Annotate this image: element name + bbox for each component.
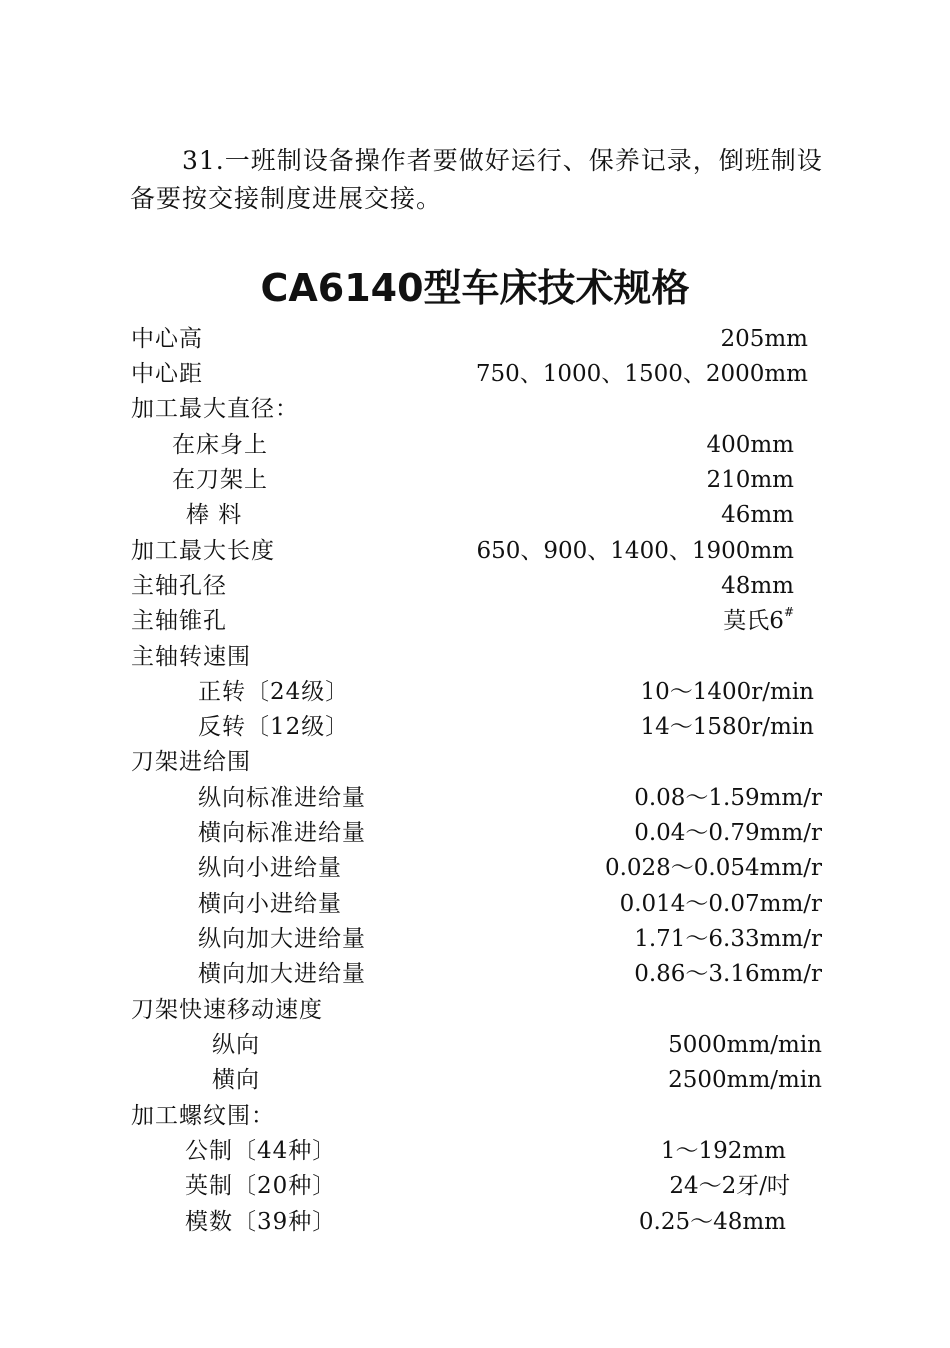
spec-row-thread-range [0, 1099, 950, 1134]
spec-value: 0.014～0.07mm/r [619, 891, 822, 917]
spec-value: 210mm [706, 467, 794, 493]
spec-value: 1.71～6.33mm/r [634, 926, 822, 952]
spec-value: 5000mm/min [668, 1032, 822, 1058]
spec-value: 14～1580r/min [640, 714, 814, 740]
page-title: CA6140型车床技术规格 [260, 266, 690, 310]
spec-label: 加工最大长度 [131, 538, 275, 564]
spec-value: 0.08～1.59mm/r [634, 785, 822, 811]
spec-label: 模数〔39种〕 [185, 1209, 337, 1235]
spec-label: 纵向小进给量 [198, 855, 342, 881]
spec-label: 横向 [212, 1067, 260, 1093]
spec-row-reverse [0, 710, 950, 745]
spec-row-cross-coarse-feed [0, 957, 950, 992]
spec-label: 英制〔20种〕 [185, 1173, 337, 1199]
spec-row-over-bed [0, 428, 950, 463]
spec-label: 刀架进给围 [131, 749, 251, 775]
spec-row-feed-range [0, 745, 950, 780]
spec-label: 在刀架上 [172, 467, 268, 493]
spec-row-cross-std-feed [0, 816, 950, 851]
spec-label: 棒 料 [186, 502, 243, 528]
spec-value: 10～1400r/min [640, 679, 814, 705]
spec-label: 加工最大直径： [131, 396, 299, 422]
spec-row-long-coarse-feed [0, 922, 950, 957]
spec-value: 205mm [720, 326, 808, 352]
spec-label: 中心高 [131, 326, 203, 352]
spec-value: 0.04～0.79mm/r [634, 820, 822, 846]
spec-label: 公制〔44种〕 [185, 1138, 337, 1164]
spec-row-forward [0, 675, 950, 710]
intro-number: 31. [182, 146, 225, 175]
spec-label: 加工螺纹围： [131, 1103, 275, 1129]
spec-row-spindle-speed-range [0, 640, 950, 675]
spec-value: 0.028～0.054mm/r [604, 855, 822, 881]
spec-value: 650、900、1400、1900mm [476, 538, 794, 564]
spec-row-rapid-longitudinal [0, 1028, 950, 1063]
spec-value: 莫氏6 [723, 608, 784, 634]
spec-label: 横向标准进给量 [198, 820, 366, 846]
spec-label: 主轴锥孔 [131, 608, 227, 634]
spec-row-long-std-feed [0, 781, 950, 816]
intro-text: 一班制设备操作者要做好运行、保养记录，倒班制设备要按交接制度进展交接。 [130, 146, 823, 213]
spec-row-center-distance [0, 357, 950, 392]
spec-value-group [723, 604, 794, 639]
spec-label: 中心距 [131, 361, 203, 387]
spec-value: 750、1000、1500、2000mm [475, 361, 808, 387]
spec-value: 24～2牙/吋 [669, 1173, 790, 1199]
spec-value: 400mm [706, 432, 794, 458]
spec-row-center-height [0, 322, 950, 357]
spec-row-over-carriage [0, 463, 950, 498]
spec-label: 横向加大进给量 [198, 961, 366, 987]
spec-label: 横向小进给量 [198, 891, 342, 917]
spec-label: 主轴孔径 [131, 573, 227, 599]
spec-label: 纵向标准进给量 [198, 785, 366, 811]
spec-label: 主轴转速围 [131, 644, 251, 670]
spec-row-module-thread [0, 1205, 950, 1240]
spec-row-inch-thread [0, 1169, 950, 1204]
spec-value-superscript: # [783, 605, 794, 619]
spec-label: 纵向加大进给量 [198, 926, 366, 952]
spec-label: 刀架快速移动速度 [131, 997, 323, 1023]
spec-label: 纵向 [212, 1032, 260, 1058]
spec-row-spindle-taper [0, 604, 950, 639]
spec-row-max-length [0, 534, 950, 569]
spec-value: 0.86～3.16mm/r [634, 961, 822, 987]
spec-row-long-fine-feed [0, 851, 950, 886]
spec-row-rapid-traverse [0, 993, 950, 1028]
spec-value: 1～192mm [660, 1138, 786, 1164]
spec-row-metric-thread [0, 1134, 950, 1169]
spec-row-cross-fine-feed [0, 887, 950, 922]
spec-value: 0.25～48mm [638, 1209, 786, 1235]
spec-value: 46mm [721, 502, 794, 528]
spec-row-rapid-cross [0, 1063, 950, 1098]
spec-label: 正转〔24级〕 [198, 679, 350, 705]
spec-row-spindle-bore [0, 569, 950, 604]
spec-row-max-diameter [0, 392, 950, 427]
spec-value: 2500mm/min [668, 1067, 822, 1093]
spec-row-bar-stock [0, 498, 950, 533]
spec-value: 48mm [721, 573, 794, 599]
spec-label: 在床身上 [172, 432, 268, 458]
spec-label: 反转〔12级〕 [198, 714, 350, 740]
